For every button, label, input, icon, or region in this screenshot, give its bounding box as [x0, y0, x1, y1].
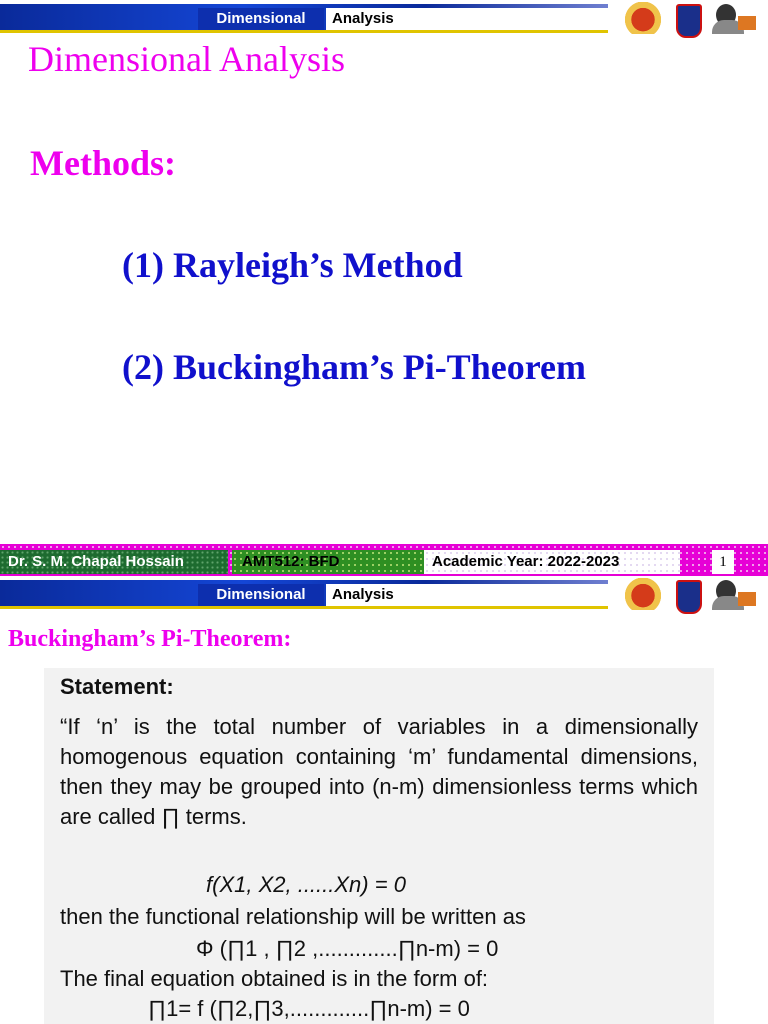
footer-year: Academic Year: 2022-2023	[424, 550, 680, 574]
equation-2: Φ (∏1 , ∏2 ,.............∏n-m) = 0	[196, 936, 499, 961]
header-logos-2	[614, 576, 768, 612]
method-buckingham: (2) Buckingham’s Pi-Theorem	[122, 347, 586, 387]
slide-title: Dimensional Analysis	[28, 39, 345, 79]
portrait-logo	[712, 578, 758, 610]
header-logos	[614, 0, 768, 36]
equation-1: f(X1, X2, ......Xn) = 0	[206, 872, 406, 897]
header-label-dimensional: Dimensional	[198, 8, 324, 30]
university-crest-logo	[676, 4, 702, 38]
slide-2-title: Buckingham’s Pi-Theorem:	[8, 626, 292, 652]
method-rayleigh: (1) Rayleigh’s Method	[122, 245, 463, 285]
university-crest-logo	[676, 580, 702, 614]
university-centenary-logo	[620, 578, 666, 610]
footer-author: Dr. S. M. Chapal Hossain	[0, 550, 228, 574]
methods-heading: Methods:	[30, 143, 176, 183]
equation-3: ∏1= f (∏2,∏3,.............∏n-m) = 0	[148, 996, 470, 1021]
statement-label: Statement:	[60, 674, 174, 699]
university-centenary-logo	[620, 2, 666, 34]
slide-footer-bar	[0, 544, 768, 576]
statement-box	[44, 668, 714, 1024]
statement-line-2: then the functional relationship will be written as	[60, 904, 526, 929]
header-label-analysis: Analysis	[326, 8, 408, 30]
portrait-logo	[712, 2, 758, 34]
footer-course: AMT512: BFD	[232, 550, 424, 574]
statement-line-3: The final equation obtained is in the form of:	[60, 966, 489, 991]
statement-text: “If ‘n’ is the total number of variables in a dimensionally homogenous equation containing ‘m’ fundamental dimensions, then they may be grouped into (n-m) dimensionless terms which are called ∏ terms.	[60, 714, 698, 829]
header-label-dimensional-2: Dimensional	[198, 584, 324, 606]
header-label-analysis-2: Analysis	[326, 584, 408, 606]
footer-page-number: 1	[712, 550, 734, 574]
